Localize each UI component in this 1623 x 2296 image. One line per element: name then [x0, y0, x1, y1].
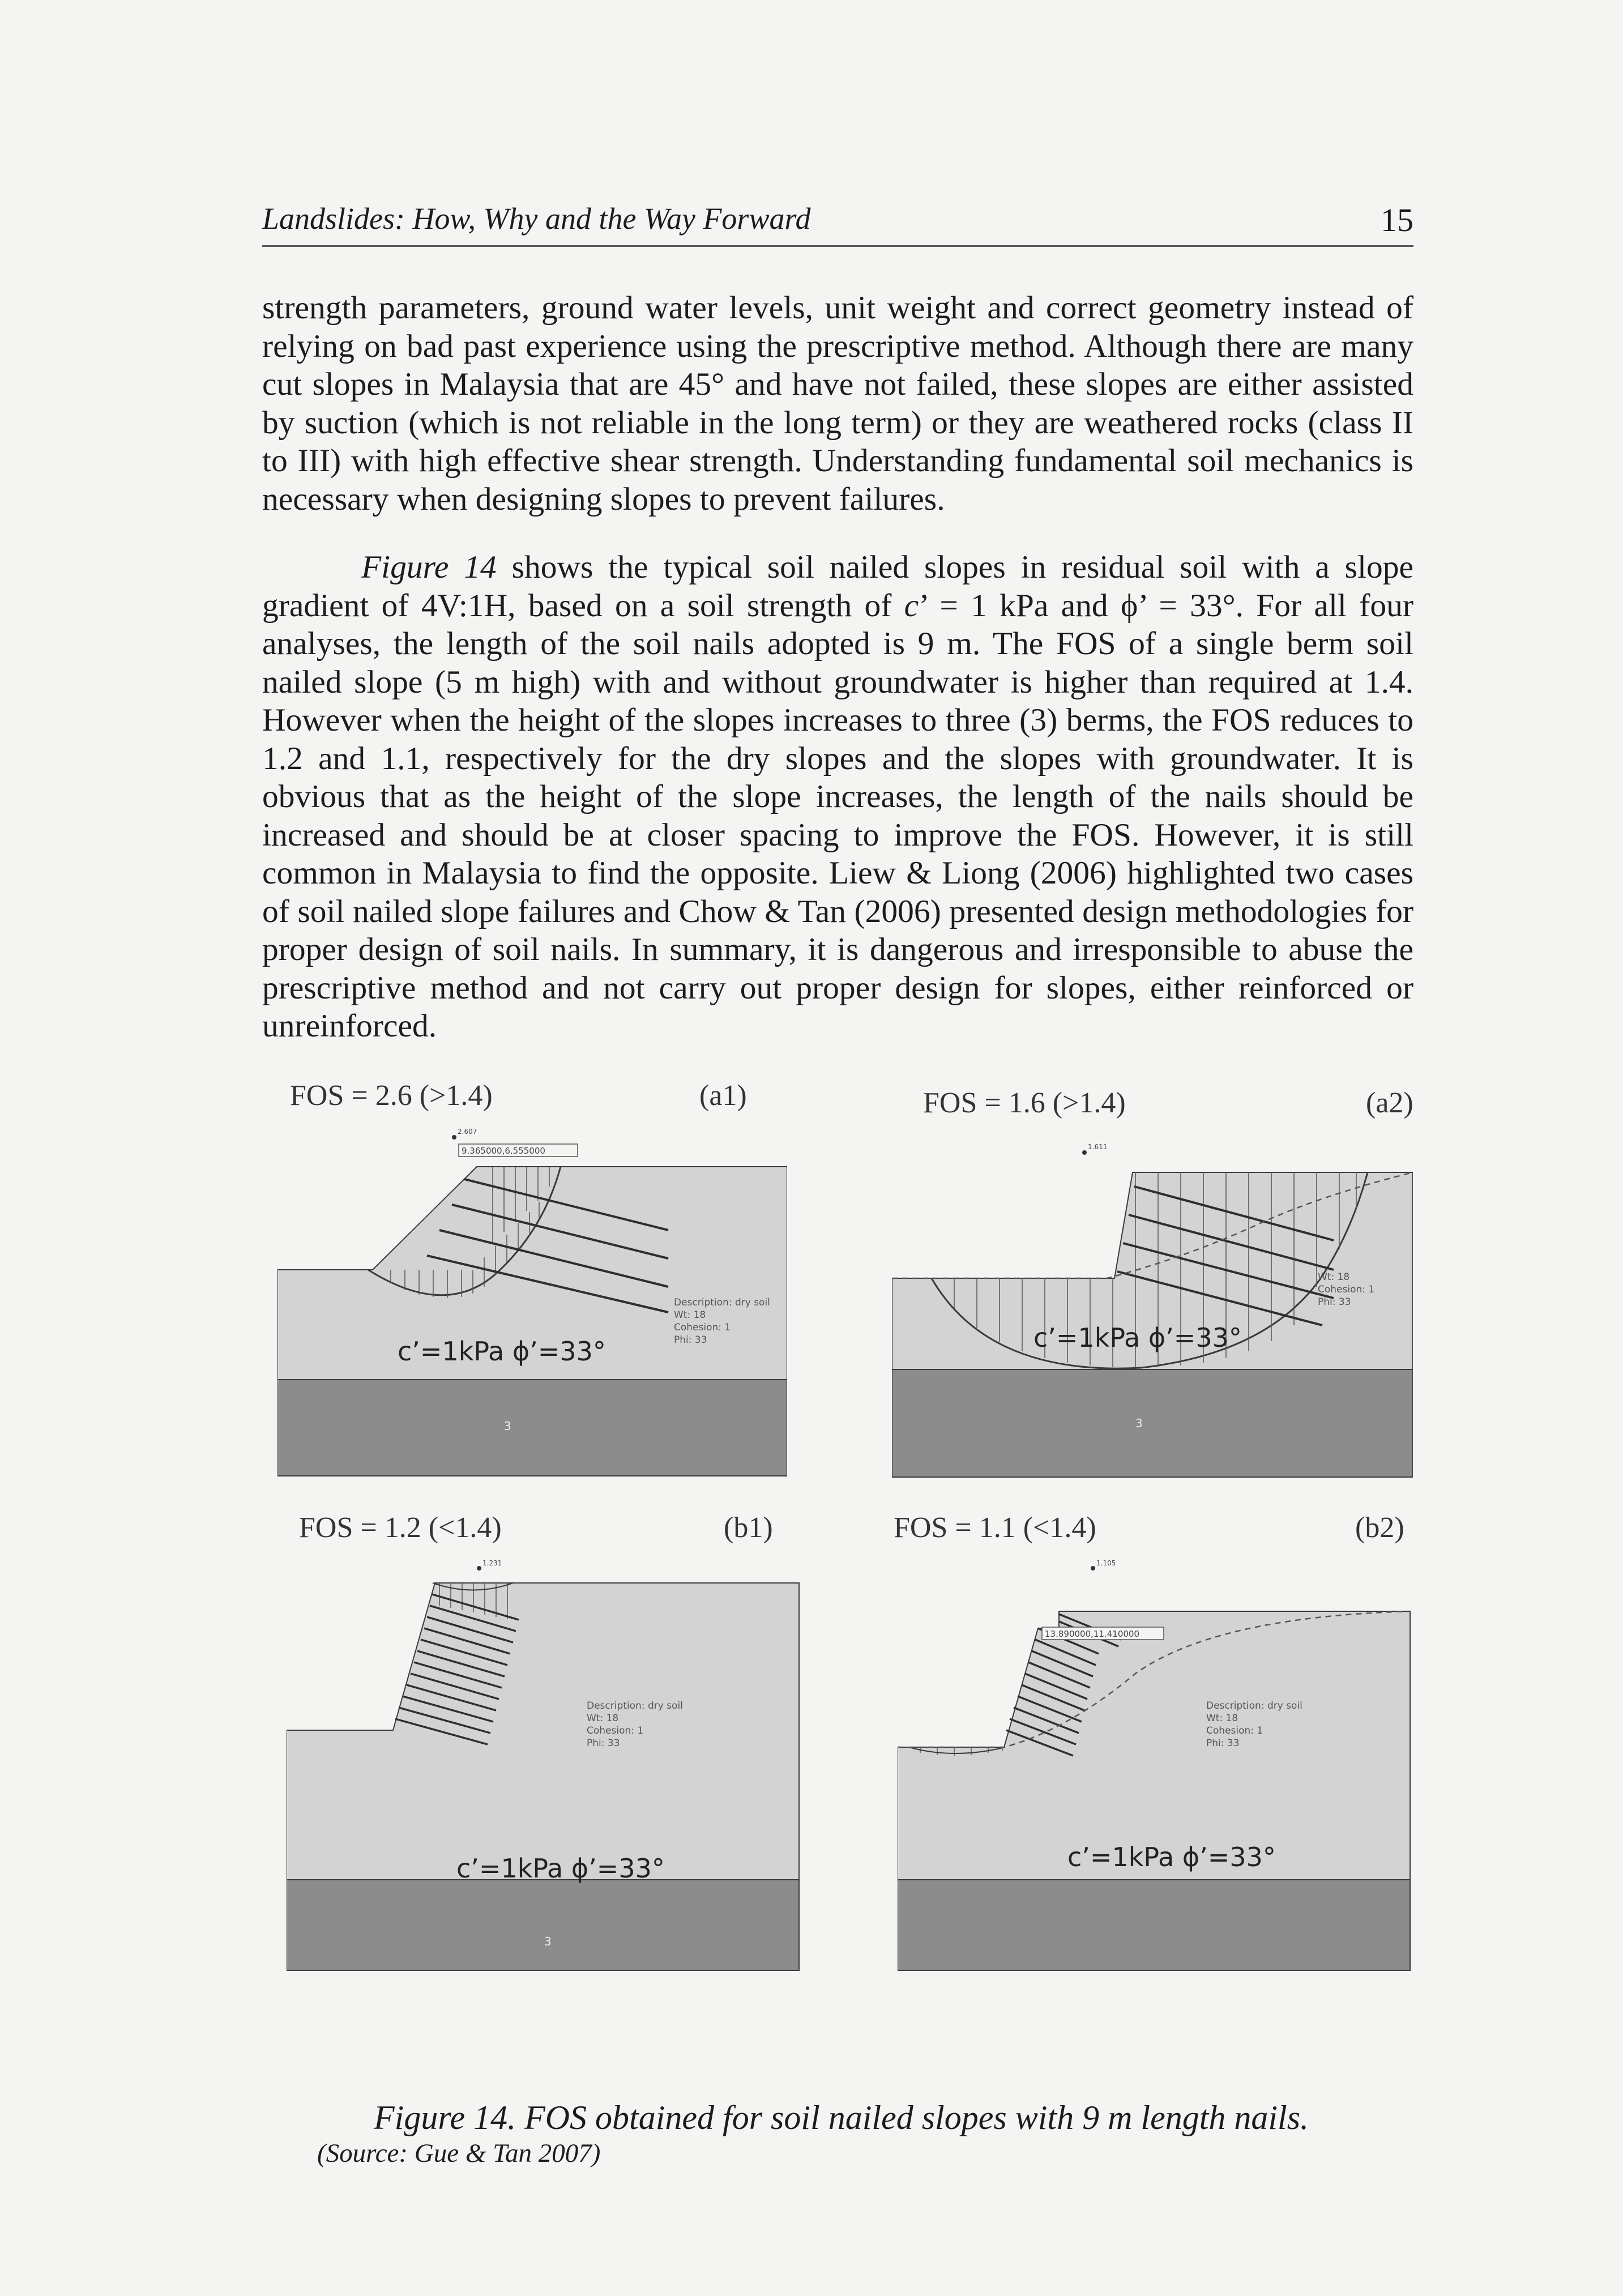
soil-parameters-b2: c’=1kPa ϕ’=33° [1067, 1842, 1276, 1872]
panel-label-b2: (b2) [1355, 1512, 1404, 1544]
header-rule [262, 245, 1413, 247]
page-number: 15 [1381, 202, 1413, 238]
center-value-a2: 1.611 [1088, 1143, 1108, 1151]
svg-text:Cohesion: 1: Cohesion: 1 [587, 1725, 644, 1736]
center-value-b2: 1.105 [1096, 1560, 1116, 1567]
layer-number-a1: 3 [504, 1419, 511, 1433]
layer-number-a2: 3 [1135, 1416, 1143, 1430]
soil-parameters-a2: c’=1kPa ϕ’=33° [1033, 1322, 1242, 1353]
fos-label-b1: FOS = 1.2 (<1.4) [299, 1512, 502, 1544]
svg-text:Wt: 18: Wt: 18 [1206, 1713, 1238, 1724]
figure-source: (Source: Gue & Tan 2007) [317, 2139, 601, 2168]
fos-label-a2: FOS = 1.6 (>1.4) [923, 1087, 1126, 1119]
panel-label-b1: (b1) [724, 1512, 773, 1544]
svg-text:Wt: 18: Wt: 18 [674, 1309, 706, 1321]
svg-text:Description: dry soil: Description: dry soil [587, 1700, 683, 1712]
svg-text:Cohesion: 1: Cohesion: 1 [1318, 1284, 1375, 1295]
svg-text:Cohesion: 1: Cohesion: 1 [674, 1322, 731, 1333]
coordinate-readout-a1: 9.365000,6.555000 [462, 1146, 545, 1156]
svg-text:Wt: 18: Wt: 18 [587, 1713, 619, 1724]
slope-diagram-a2 [892, 1138, 1413, 1484]
center-value-a1: 2.607 [458, 1128, 477, 1136]
svg-text:Cohesion: 1: Cohesion: 1 [1206, 1725, 1263, 1736]
paragraph-2: Figure 14 shows the typical soil nailed slopes in residual soil with a slope gradient of 4V:1H, based on a soil strength of c’ = 1 kPa and ϕ’ = 33°. For all four analyses, the length of the soil nails adopted is 9 m. The FOS of a single berm soil nailed slope (5 m high) with and without groundwater is higher than required at 1.4. However when the height of the slopes increases to three (3) berms, the FOS reduces to 1.2 and 1.1, respectively for the dry slopes and the slopes with groundwater. It is obvious that as the height of the slope increases, the length of the nails should be increased and should be at closer spacing to improve the FOS. However, it is still common in Malaysia to find the opposite. Liew & Liong (2006) highlighted two cases of soil nailed slope failures and Chow & Tan (2006) presented design methodologies for proper design of soil nails. In summary, it is dangerous and irresponsible to abuse the prescriptive method and not carry out proper design for slopes, either reinforced or unreinforced. [262, 549, 1413, 1044]
panel-label-a2: (a2) [1366, 1087, 1413, 1119]
figure-caption: Figure 14. FOS obtained for soil nailed slopes with 9 m length nails. [374, 2099, 1309, 2136]
coordinate-readout-b2: 13.890000,11.410000 [1045, 1629, 1139, 1639]
slope-diagram-b1 [287, 1560, 805, 1974]
soil-parameters-b1: c’=1kPa ϕ’=33° [456, 1853, 665, 1884]
layer-number-b1: 3 [544, 1935, 552, 1948]
soil-parameters-a1: c’=1kPa ϕ’=33° [398, 1336, 606, 1367]
fos-label-b2: FOS = 1.1 (<1.4) [894, 1512, 1096, 1544]
svg-text:Phi: 33: Phi: 33 [1318, 1296, 1351, 1308]
svg-text:Phi: 33: Phi: 33 [1206, 1738, 1240, 1749]
svg-text:Phi: 33: Phi: 33 [587, 1738, 620, 1749]
slope-diagram-a1 [277, 1127, 787, 1484]
slope-diagram-b2 [898, 1560, 1416, 1974]
figure-reference: Figure 14 [361, 549, 497, 585]
center-value-b1: 1.231 [482, 1560, 502, 1567]
running-title: Landslides: How, Why and the Way Forward [262, 202, 811, 236]
svg-text:Wt: 18: Wt: 18 [1318, 1271, 1350, 1283]
panel-label-a1: (a1) [699, 1079, 747, 1112]
paragraph-1: strength parameters, ground water levels, unit weight and correct geometry instead of relying on bad past experience using the prescriptive method. Although there are many cut slopes in Malaysia that are 45° and have not failed, these slopes are either assisted by suction (which is not reliable in the long term) or they are weathered rocks (class II to III) with high effective shear strength. Understanding fundamental soil mechanics is necessary when designing slopes to prevent failures. [262, 290, 1413, 517]
svg-text:Description: dry soil: Description: dry soil [674, 1297, 770, 1308]
svg-text:Phi: 33: Phi: 33 [674, 1334, 707, 1346]
svg-text:Description: dry soil: Description: dry soil [1206, 1700, 1302, 1712]
running-header [262, 201, 1413, 246]
fos-label-a1: FOS = 2.6 (>1.4) [290, 1079, 493, 1112]
